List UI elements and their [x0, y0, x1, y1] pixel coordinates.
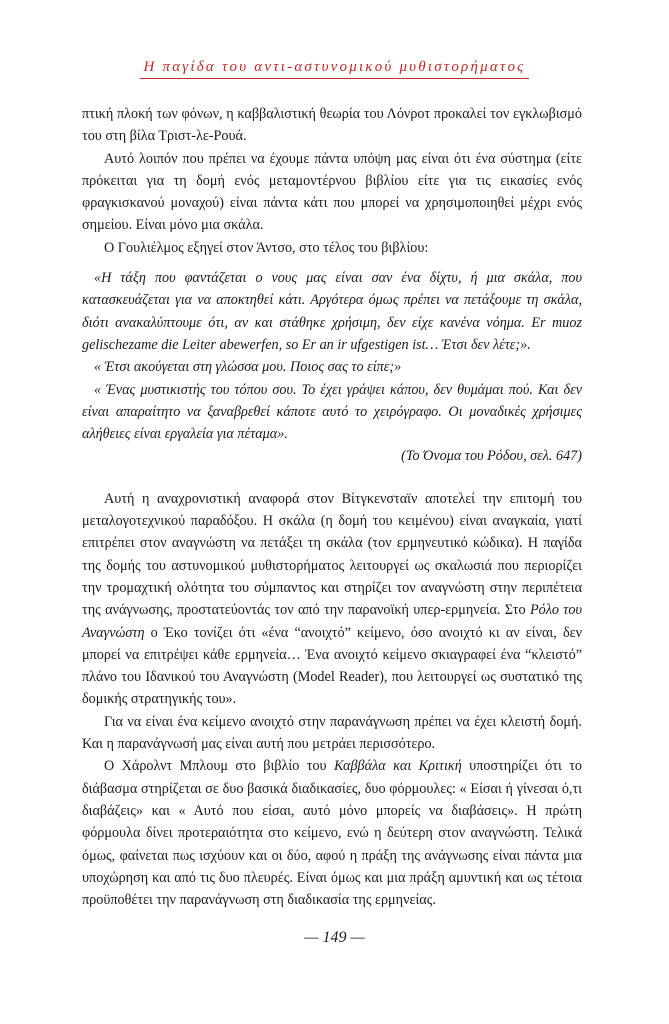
page-body: [82, 103, 582, 911]
paragraph: Αυτό λοιπόν που πρέπει να έχουμε πάντα υπόψη μας είναι ότι ένα σύστημα (είτε πρόκειται για τη δομή ενός μεταμοντέρνου βιβλίου είτε για τις εικασίες ενός φραγκισκανού μοναχού) είναι πάντα κάτι που μπορεί να χρησιμοποιηθεί μέχρι ενός σημείου. Είναι μόνο μια σκάλα.: [82, 150, 582, 234]
running-header: [0, 58, 669, 79]
citation-open: (: [401, 448, 406, 465]
quote-paragraph: «Η τάξη που φαντάζεται ο νους μας είναι σαν ένα δίχτυ, ή μια σκάλα, που κατασκευάζεται για να αποκτηθεί κάτι. Αργότερα όμως πρέπει να πετάξουμε τη σκάλα, διότι ανακαλύπτουμε ότι, αν και στάθηκε χρήσιμη, δεν είχε κανένα νόημα. Er muoz gelischezame die Leiter abewerfen, so Er an ir ufgestigen ist… Έτσι δεν λέτε;».: [82, 270, 582, 353]
citation-page: , σελ. 647): [523, 448, 582, 465]
quote-paragraph: « Ένας μυστικιστής του τόπου σου. Το έχει γράψει κάπου, δεν θυμάμαι πού. Και δεν είναι απαραίτητο να ξαναβρεθεί κάποτε αυτό το χειρόγραφο. Οι μοναδικές χρήσιμες αλήθειες είναι εργαλεία για πέταμα».: [82, 381, 582, 443]
paragraph: [82, 488, 582, 711]
text-run: ο Έκο τονίζει ότι «ένα “ανοιχτό” κείμενο, όσο ανοιχτό κι αν είναι, δεν μπορεί να επιτρέψει κάθε ερμηνεία… Ένα ανοιχτό κείμενο σκιαγραφεί ένα “κλειστό” πλάνο του Ιδανικού του Αναγνώστη (Model Reader), που λειτουργεί ως συστατικό της δομικής στρατηγικής του».: [82, 624, 582, 708]
citation-title: Το Όνομα του Ρόδου: [405, 448, 524, 465]
book-title: Καββάλα και Κριτική: [333, 758, 462, 775]
paragraph: πτική πλοκή των φόνων, η καββαλιστική θεωρία του Λόνροτ προκαλεί τον εγκλωβισμό του στη βίλα Τριστ-λε-Ρουά.: [82, 106, 582, 145]
text-run: υποστηρίζει ότι το διάβασμα στηρίζεται σε δυο βασικά διαδικασίες, δυο φόρμουλες: « Είσαι ή γίνεσαι ό,τι διαβάζεις» και « Αυτό που είσαι, αυτό μόνο μπορείς να διαβάσεις». Η πρώτη φόρμουλα δίνει προτεραιότητα στο κείμενο, ενώ η δεύτερη στον αναγνώστη. Τελικά όμως, φαίνεται πως ισχύουν και οι δύο, αφού η πράξη της ανάγνωσης είναι πάντα μια υποχώρηση και από τις δυο πλευρές. Είναι όμως και μια πράξη αμυντική και ως τέτοια προϋποθέτει την παρανάγνωση στη διαδικασία της ερμηνείας.: [82, 758, 583, 909]
citation: [82, 445, 582, 467]
page-number: — 149 —: [304, 929, 365, 946]
paragraph: Ο Γουλιέλμος εξηγεί στον Άντσο, στο τέλος του βιβλίου:: [104, 239, 429, 256]
text-run: Ο Χάρολντ Μπλουμ στο βιβλίο του: [104, 758, 334, 775]
paragraph: Για να είναι ένα κείμενο ανοιχτό στην παρανάγνωση πρέπει να έχει κλειστή δομή. Και η παρανάγνωσή μας είναι αυτή που μετράει περισσότερο.: [82, 713, 582, 753]
quote-paragraph: « Έτσι ακούγεται στη γλώσσα μου. Ποιος σας το είπε;»: [94, 359, 402, 376]
block-quote: [82, 267, 582, 468]
book-title: Ρόλο του Αναγνώστη: [82, 602, 582, 641]
running-title: Η παγίδα του αντι-αστυνομικού μυθιστορήματος: [140, 59, 530, 79]
paragraph: [82, 755, 582, 911]
text-run: Αυτή η αναχρονιστική αναφορά στον Βίτγκενσταϊν αποτελεί την επιτομή του μεταλογοτεχνικού παραδόξου. Η σκάλα (η δομή του κειμένου) είναι αναγκαία, γιατί επιτρέπει στον αναγνώστη να πετάξει τη σκάλα (τον ερμηνευτικό κώδικα). Η παγίδα της δομής του αστυνομικού μυθιστορήματος λειτουργεί ως σκαλωσιά που περιορίζει την τρομαχτική ολότητα του σύμπαντος και στηρίζει τον αναγνώστη στην περιπέτεια της ανάγνωσης, προστατεύοντάς τον από την παρανοϊκή υπερ-ερμηνεία. Στο: [82, 490, 582, 619]
